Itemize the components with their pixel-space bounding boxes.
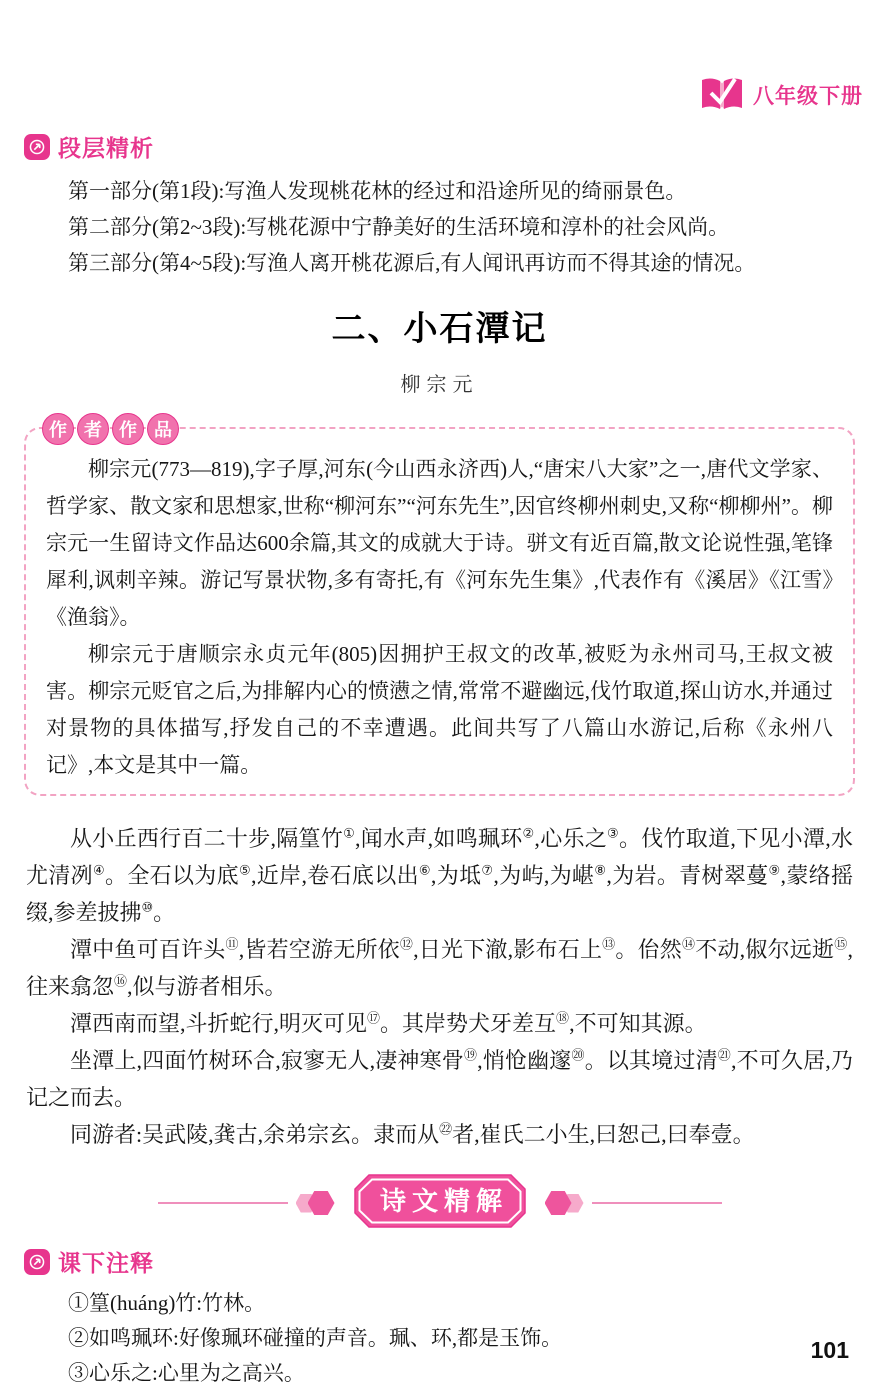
notes-section bbox=[0, 1245, 879, 1386]
page-number: 101 bbox=[810, 1337, 849, 1363]
text-paragraph: 从小丘西行百二十步,隔篁竹①,闻水声,如鸣珮环②,心乐之③。伐竹取道,下见小潭,水尤清冽④。全石以为底⑤,近岸,卷石底以出⑥,为坻⑦,为屿,为嵁⑧,为岩。青树翠蔓⑨,蒙络摇缀,参差披拂⑩。 bbox=[26, 825, 853, 925]
open-book-check-icon bbox=[700, 76, 744, 113]
main-text bbox=[26, 820, 853, 1153]
text-paragraph: 潭中鱼可百许头⑪,皆若空游无所依⑫,日光下澈,影布石上⑬。佁然⑭不动,俶尔远逝⑮,往来翕忽⑯,似与游者相乐。 bbox=[26, 936, 853, 999]
analysis-line: 第二部分(第2~3段):写桃花源中宁静美好的生活环境和淳朴的社会风尚。 bbox=[68, 215, 730, 239]
grade-badge bbox=[700, 76, 863, 113]
note-item: ②如鸣珮环:好像珮环碰撞的声音。珮、环,都是玉饰。 bbox=[68, 1326, 563, 1350]
banner-line bbox=[158, 1202, 288, 1204]
banner-label: 诗文精解 bbox=[379, 1185, 508, 1216]
notes-title: 课下注释 bbox=[58, 1250, 154, 1276]
hexagon-decoration bbox=[545, 1191, 584, 1215]
poem-analysis-banner bbox=[0, 1175, 879, 1231]
author-box bbox=[24, 420, 855, 796]
badge-char: 作 bbox=[42, 413, 74, 445]
author-paragraph: 柳宗元(773—819),字子厚,河东(今山西永济西)人,“唐宋八大家”之一,唐代文学家、哲学家、散文家和思想家,世称“柳河东”“河东先生”,因官终柳州刺史,又称“柳柳州”。柳宗元一生留诗文作品达600余篇,其文的成就大于诗。骈文有近百篇,散文论说性强,笔锋犀利,讽刺辛辣。游记写景状物,多有寄托,有《河东先生集》,代表作有《溪居》《江雪》《渔翁》。 bbox=[46, 457, 833, 629]
lesson-title: 二、小石潭记 bbox=[331, 310, 548, 348]
analysis-header bbox=[24, 130, 879, 163]
grade-label: 八年级下册 bbox=[753, 84, 863, 108]
badge-char: 品 bbox=[147, 413, 179, 445]
arrow-compass-icon bbox=[24, 134, 50, 160]
banner-line bbox=[592, 1202, 722, 1204]
text-paragraph: 坐潭上,四面竹树环合,寂寥无人,凄神寒骨⑲,悄怆幽邃⑳。以其境过清$^㉑$,不可久居,乃记之而去。 bbox=[26, 1047, 853, 1110]
note-item: ①篁(huáng)竹:竹林。 bbox=[68, 1291, 266, 1315]
analysis-title: 段层精析 bbox=[58, 135, 154, 161]
analysis-section bbox=[0, 130, 879, 281]
analysis-line: 第一部分(第1段):写渔人发现桃花林的经过和沿途所见的绮丽景色。 bbox=[68, 179, 687, 203]
analysis-line: 第三部分(第4~5段):写渔人离开桃花源后,有人闻讯再访而不得其途的情况。 bbox=[68, 251, 756, 275]
arrow-compass-icon bbox=[24, 1249, 50, 1275]
analysis-lines bbox=[26, 173, 853, 281]
banner-badge bbox=[353, 1173, 527, 1234]
text-paragraph: 同游者:吴武陵,龚古,余弟宗玄。隶而从$^㉒$者,崔氏二小生,曰恕己,曰奉壹。 bbox=[70, 1121, 755, 1147]
note-items bbox=[26, 1286, 853, 1386]
lesson-author: 柳宗元 bbox=[400, 374, 479, 396]
author-works-badge bbox=[42, 413, 179, 445]
badge-char: 作 bbox=[112, 413, 144, 445]
badge-char: 者 bbox=[77, 413, 109, 445]
text-paragraph: 潭西南而望,斗折蛇行,明灭可见⑰。其岸势犬牙差互⑱,不可知其源。 bbox=[70, 1010, 707, 1036]
notes-header bbox=[24, 1245, 879, 1278]
note-item: ③心乐之:心里为之高兴。 bbox=[68, 1361, 305, 1385]
hexagon-decoration bbox=[296, 1191, 335, 1215]
author-paragraph: 柳宗元于唐顺宗永贞元年(805)因拥护王叔文的改革,被贬为永州司马,王叔文被害。柳宗元贬官之后,为排解内心的愤懑之情,常常不避幽远,伐竹取道,探山访水,并通过对景物的具体描写,抒发自己的不幸遭遇。此间共写了八篇山水游记,后称《永州八记》,本文是其中一篇。 bbox=[46, 642, 833, 777]
